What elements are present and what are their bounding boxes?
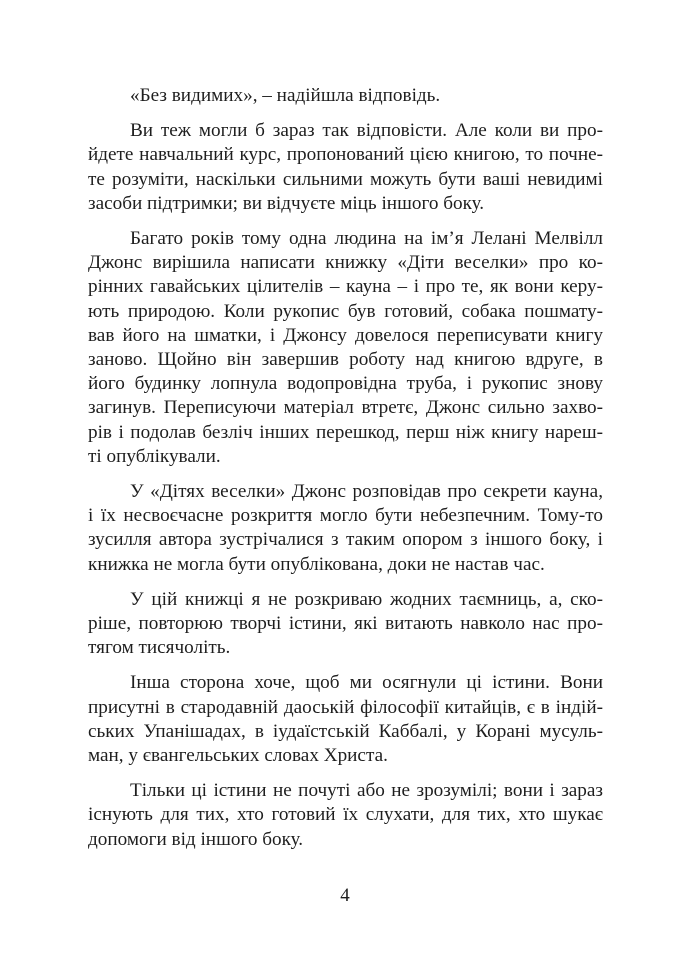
text-line: книжка не могла бути опублікована, доки не настав час. xyxy=(88,553,545,575)
paragraph-6 xyxy=(88,671,603,768)
text-line: те розуміти, наскільки сильними можуть бути ваші невидимі xyxy=(88,168,603,190)
text-line: ських Упанішадах, в іудаїстській Каббалі, у Корані мусуль- xyxy=(88,720,603,742)
text-line: допомоги від іншого боку. xyxy=(88,828,304,850)
text-line: існують для тих, хто готовий їх слухати, для тих, хто шукає xyxy=(88,804,603,826)
paragraph-1 xyxy=(88,84,603,108)
text-line: присутні в стародавній даоській філософії китайців, є в індій- xyxy=(88,696,603,718)
text-line: рів і подолав безліч інших перешкод, перш ніж книгу нареш- xyxy=(88,421,603,443)
text-line: йдете навчальний курс, пропонований цією книгою, то почне- xyxy=(88,144,603,166)
text-line: «Без видимих», – надійшла відповідь. xyxy=(130,85,441,106)
text-line: ман, у євангельських словах Христа. xyxy=(88,745,388,767)
text-line: Ви теж могли б зараз так відповісти. Але коли ви про- xyxy=(130,120,603,142)
text-line: і їх несвоєчасне розкриття могло бути небезпечним. Тому-то xyxy=(88,505,603,527)
text-line: ють природою. Коли рукопис був готовий, собака пошмату- xyxy=(88,300,603,322)
text-line: загинув. Переписуючи матеріал втретє, Джонс сильно захво- xyxy=(88,397,603,419)
text-line: У «Дітях веселки» Джонс розповідав про секрети кауна, xyxy=(130,481,603,503)
paragraph-7 xyxy=(88,779,603,852)
paragraph-4 xyxy=(88,480,603,577)
text-line: У цій книжці я не розкриваю жодних таємниць, а, ско- xyxy=(130,588,603,610)
text-line: вав його на шматки, і Джонсу довелося переписувати книгу xyxy=(88,324,603,346)
text-line: його будинку лопнула водопровідна труба, і рукопис знову xyxy=(88,373,603,395)
text-line: Багато років тому одна людина на ім’я Лелані Мелвілл xyxy=(130,228,603,250)
text-line: рінних гавайських цілителів – кауна – і про те, як вони керу- xyxy=(88,276,603,298)
paragraph-3 xyxy=(88,227,603,469)
text-line: засоби підтримки; ви відчуєте міць іншого боку. xyxy=(88,192,485,214)
paragraph-2 xyxy=(88,119,603,216)
body-text xyxy=(88,84,603,863)
text-line: Інша сторона хоче, щоб ми осягнули ці істини. Вони xyxy=(130,672,603,694)
text-line: заново. Щойно він завершив роботу над книгою вдруге, в xyxy=(88,349,603,371)
text-line: ріше, повторюю творчі істини, які витають навколо нас про- xyxy=(88,613,603,635)
text-line: Джонс вирішила написати книжку «Діти веселки» про ко- xyxy=(88,252,603,274)
text-line: зусилля автора зустрічалися з таким опором з іншого боку, і xyxy=(88,529,603,551)
text-line: ті опублікували. xyxy=(88,445,221,467)
text-line: Тільки ці істини не почуті або не зрозумілі; вони і зараз xyxy=(130,780,603,802)
paragraph-5 xyxy=(88,588,603,661)
page-number: 4 xyxy=(340,885,350,906)
text-line: тягом тисячоліть. xyxy=(88,637,231,659)
